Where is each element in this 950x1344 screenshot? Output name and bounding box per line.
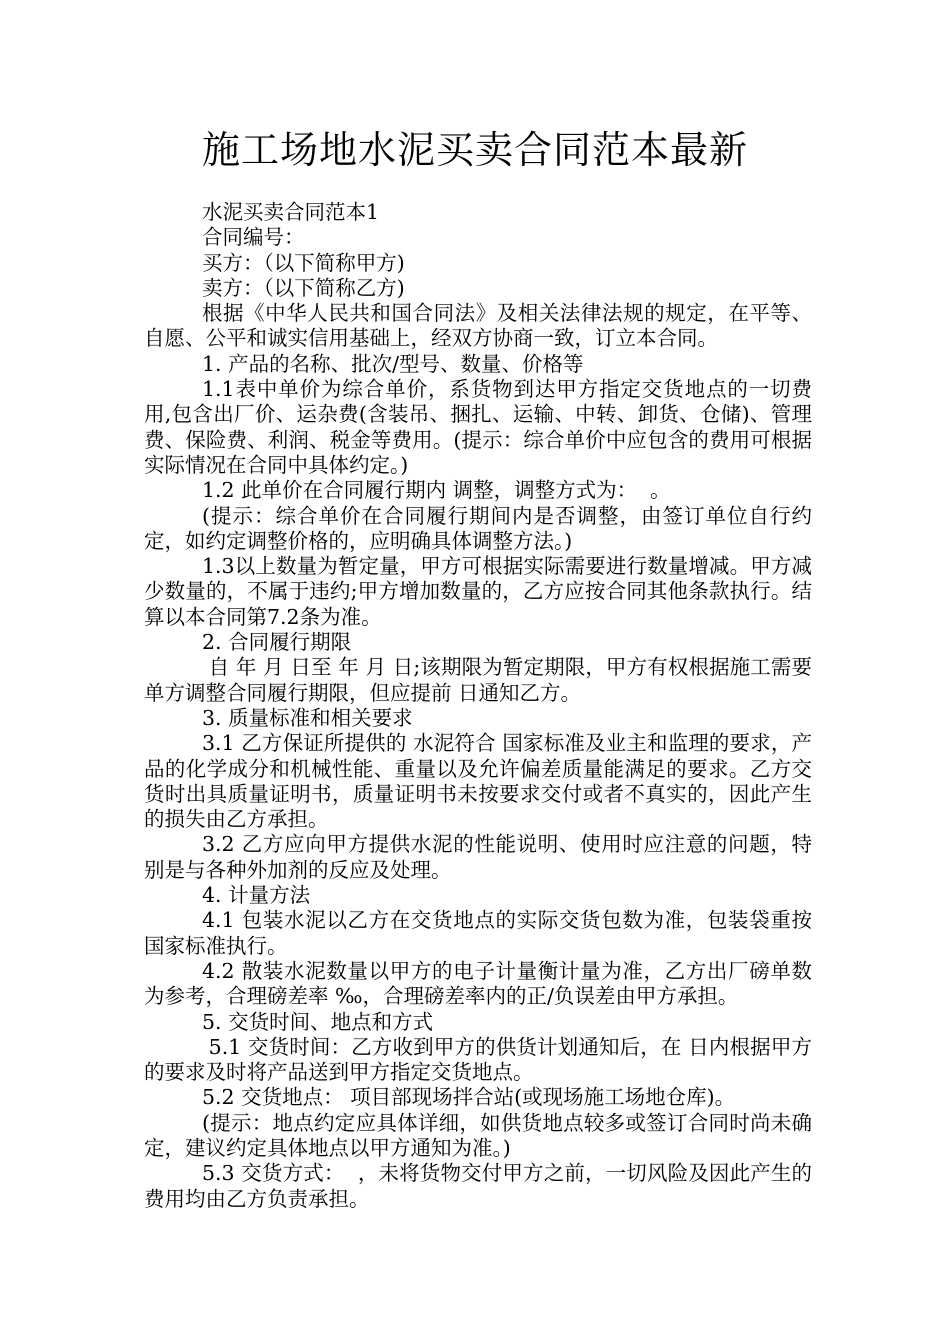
paragraph: 5.3 交货方式： ，未将货物交付甲方之前，一切风险及因此产生的费用均由乙方负责承担。 xyxy=(144,1161,812,1211)
paragraph: (提示：综合单价在合同履行期间内是否调整，由签订单位自行约定，如约定调整价格的，应明确具体调整方法。) xyxy=(144,503,812,553)
paragraph: 买方：（以下简称甲方) xyxy=(202,250,405,275)
paragraph: 1.3以上数量为暂定量，甲方可根据实际需要进行数量增减。甲方减少数量的，不属于违约;甲方增加数量的，乙方应按合同其他条款执行。结算以本合同第7.2条为准。 xyxy=(144,554,812,629)
paragraph: 5. 交货时间、地点和方式 xyxy=(202,1009,434,1034)
paragraph: 1. 产品的名称、批次/型号、数量、价格等 xyxy=(202,351,584,376)
document-body xyxy=(144,200,812,1212)
paragraph: 1.2 此单价在合同履行期内 调整，调整方式为： 。 xyxy=(202,478,671,503)
paragraph: 5.1 交货时间：乙方收到甲方的供货计划通知后，在 日内根据甲方的要求及时将产品送到甲方指定交货地点。 xyxy=(144,1034,812,1085)
paragraph: 1.1表中单价为综合单价，系货物到达甲方指定交货地点的一切费用,包含出厂价、运杂费(含装吊、捆扎、运输、中转、卸货、仓储)、管理费、保险费、利润、税金等费用。(提示：综合单价中应包含的费用可根据实际情况在合同中具体约定。) xyxy=(144,377,812,477)
paragraph: 水泥买卖合同范本1 xyxy=(202,200,380,224)
paragraph: 4.2 散装水泥数量以甲方的电子计量衡计量为准，乙方出厂磅单数为参考，合理磅差率 ‰，合理磅差率内的正/负误差由甲方承担。 xyxy=(144,958,812,1009)
paragraph: 3.2 乙方应向甲方提供水泥的性能说明、使用时应注意的问题，特别是与各种外加剂的反应及处理。 xyxy=(144,832,812,882)
paragraph: (提示：地点约定应具体详细，如供货地点较多或签订合同时尚未确定，建议约定具体地点以甲方通知为准。) xyxy=(144,1110,812,1160)
paragraph: 卖方：（以下简称乙方) xyxy=(202,275,405,300)
paragraph: 合同编号： xyxy=(202,225,305,250)
paragraph: 3.1 乙方保证所提供的 水泥符合 国家标准及业主和监理的要求，产品的化学成分和机械性能、重量以及允许偏差质量能满足的要求。乙方交货时出具质量证明书，质量证明书未按要求交付或者不真实的，因此产生的损失由乙方承担。 xyxy=(144,731,812,832)
paragraph: 自 年 月 日至 年 月 日;该期限为暂定期限，甲方有权根据施工需要单方调整合同履行期限，但应提前 日通知乙方。 xyxy=(144,655,812,705)
paragraph: 根据《中华人民共和国合同法》及相关法律法规的规定，在平等、自愿、公平和诚实信用基础上，经双方协商一致，订立本合同。 xyxy=(144,301,812,351)
paragraph: 3. 质量标准和相关要求 xyxy=(202,705,413,730)
paragraph: 4. 计量方法 xyxy=(202,883,311,908)
paragraph: 5.2 交货地点： 项目部现场拌合站(或现场施工场地仓库)。 xyxy=(202,1085,736,1110)
document-title: 施工场地水泥买卖合同范本最新 xyxy=(201,128,748,172)
paragraph: 4.1 包装水泥以乙方在交货地点的实际交货包数为准，包装袋重按国家标准执行。 xyxy=(144,908,812,958)
paragraph: 2. 合同履行期限 xyxy=(202,630,352,655)
